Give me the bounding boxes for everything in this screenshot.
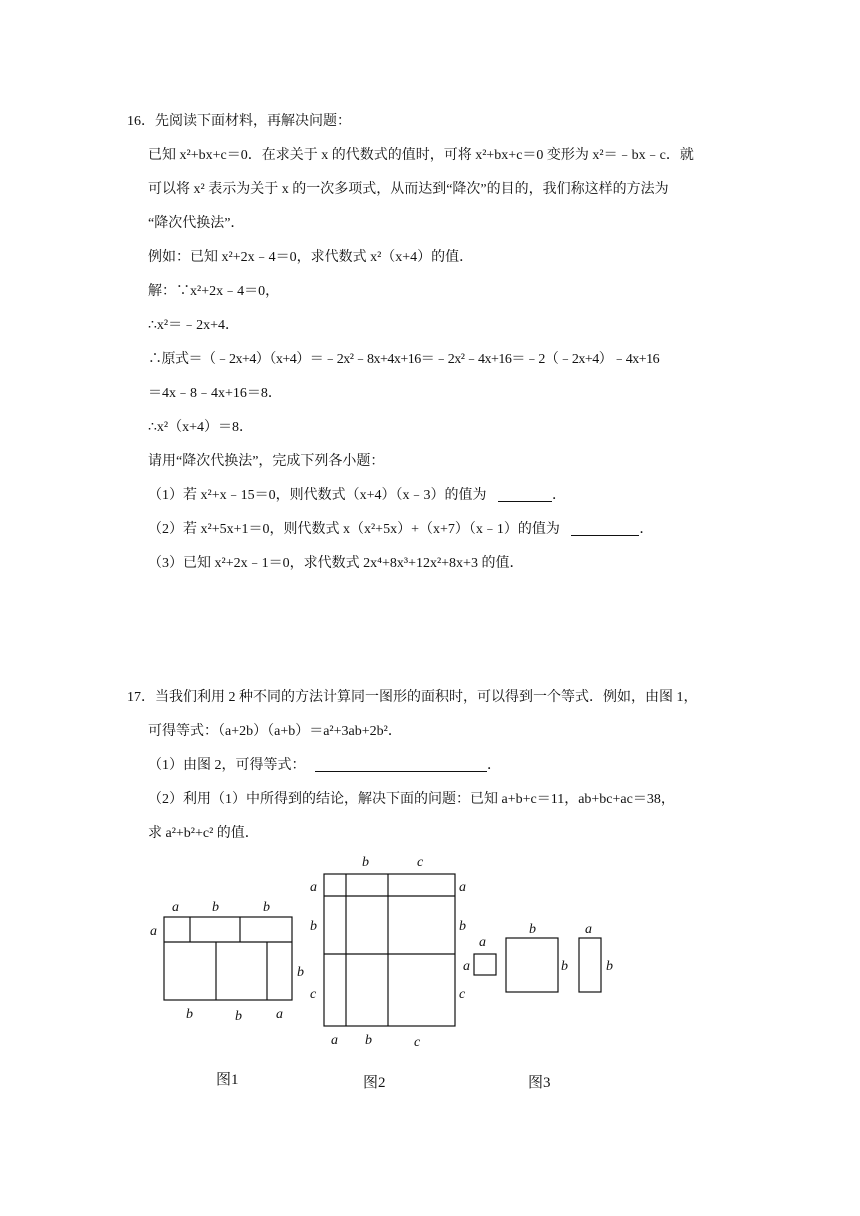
q16-solution-4: ＝4x﹣8﹣4x+16＝8． <box>148 386 282 401</box>
q16-para-1: 已知 x²+bx+c＝0．在求关于 x 的代数式的值时，可将 x²+bx+c＝0 变形为 x²＝﹣bx﹣c．就 <box>148 148 694 163</box>
q16-solution-2: ∴x²＝﹣2x+4． <box>148 318 239 333</box>
q17-line-1: 17．当我们利用 2 种不同的方法计算同一图形的面积时，可以得到一个等式．例如，由图 1， <box>127 690 698 705</box>
q17-line-3 <box>148 756 501 776</box>
answer-blank-2[interactable] <box>571 521 639 536</box>
fig1-bottom-label-2: b <box>235 1009 242 1024</box>
fig3-square-top-label: b <box>529 922 536 937</box>
q16-item-1 <box>148 486 566 506</box>
fig2-top-label-1: b <box>362 855 369 870</box>
figure-2 <box>300 850 480 1055</box>
fig3-small-left-label: a <box>463 959 470 974</box>
q16-item-2 <box>148 520 653 540</box>
q16-example: 例如：已知 x²+2x﹣4＝0，求代数式 x²（x+4）的值． <box>148 250 474 265</box>
fig1-top-label-3: b <box>263 900 270 915</box>
q16-item-2-text: （2）若 x²+5x+1＝0，则代数式 x（x²+5x）+（x+7）（x﹣1）的值为 <box>148 522 560 537</box>
fig3-big-square <box>506 938 558 992</box>
fig1-bottom-label-1: b <box>186 1007 193 1022</box>
fig1-top-label-2: b <box>212 900 219 915</box>
fig2-right-label-2: b <box>459 919 466 934</box>
q16-instruction: 请用“降次代换法”，完成下列各小题： <box>148 454 385 469</box>
fig2-right-label-1: a <box>459 880 466 895</box>
q17-line-5: 求 a²+b²+c² 的值． <box>148 826 259 841</box>
fig2-top-label-2: c <box>417 855 424 870</box>
fig2-left-label-3: c <box>310 987 317 1002</box>
q16-solution-3: ∴原式＝（﹣2x+4）（x+4）＝﹣2x²﹣8x+4x+16＝﹣2x²﹣4x+16＝﹣2（﹣2x+4）﹣4x+16 <box>148 352 660 367</box>
fig2-bottom-label-1: a <box>331 1033 338 1048</box>
fig1-right-label: b <box>297 965 304 980</box>
figure-1-caption: 图1 <box>216 1072 239 1088</box>
fig2-left-label-1: a <box>310 880 317 895</box>
q16-item-1-period: ． <box>552 488 566 503</box>
figure-3-svg <box>460 920 630 1000</box>
fig3-square-right-label: b <box>561 959 568 974</box>
answer-blank-3[interactable] <box>315 757 487 772</box>
fig3-rectangle <box>579 938 601 992</box>
q16-solution-5: ∴x²（x+4）＝8． <box>148 420 253 435</box>
fig2-outer-rect <box>324 874 455 1026</box>
fig3-rect-right-label: b <box>606 959 613 974</box>
q16-item-1-text: （1）若 x²+x﹣15＝0，则代数式（x+4）（x﹣3）的值为 <box>148 488 487 503</box>
fig1-outer-rect <box>164 917 292 1000</box>
q16-para-2: 可以将 x² 表示为关于 x 的一次多项式，从而达到“降次”的目的，我们称这样的方法为 <box>148 182 669 197</box>
q17-part-1-text: （1）由图 2，可得等式： <box>148 758 306 773</box>
figure-3-caption: 图3 <box>528 1075 551 1091</box>
figure-2-caption: 图2 <box>363 1075 386 1091</box>
q17-part-1-period: ． <box>487 758 501 773</box>
q17-line-2: 可得等式：（a+2b）（a+b）＝a²+3ab+2b²． <box>148 724 402 739</box>
fig3-small-top-label: a <box>479 935 486 950</box>
fig3-small-square <box>474 954 496 975</box>
q16-item-3: （3）已知 x²+2x﹣1＝0，求代数式 2x⁴+8x³+12x²+8x+3 的值． <box>148 556 524 571</box>
q16-title: 16．先阅读下面材料，再解决问题： <box>127 114 351 129</box>
fig2-bottom-label-2: b <box>365 1033 372 1048</box>
fig1-left-label: a <box>150 924 157 939</box>
fig2-left-label-2: b <box>310 919 317 934</box>
fig2-bottom-label-3: c <box>414 1035 421 1050</box>
figure-1 <box>140 890 320 1035</box>
q17-line-4: （2）利用（1）中所得到的结论，解决下面的问题：已知 a+b+c＝11，ab+bc+ac＝38， <box>148 792 675 807</box>
figure-3 <box>460 920 630 1005</box>
q16-para-3: “降次代换法”． <box>148 216 245 231</box>
fig1-top-label-1: a <box>172 900 179 915</box>
figure-2-svg <box>300 850 480 1050</box>
fig1-bottom-label-3: a <box>276 1007 283 1022</box>
figure-1-svg <box>140 890 320 1030</box>
fig2-right-label-3: c <box>459 987 466 1002</box>
q16-solution-1: 解：∵x²+2x﹣4＝0， <box>148 284 280 299</box>
fig3-rect-top-label: a <box>585 922 592 937</box>
answer-blank-1[interactable] <box>498 487 552 502</box>
q16-item-2-period: ． <box>639 522 654 537</box>
